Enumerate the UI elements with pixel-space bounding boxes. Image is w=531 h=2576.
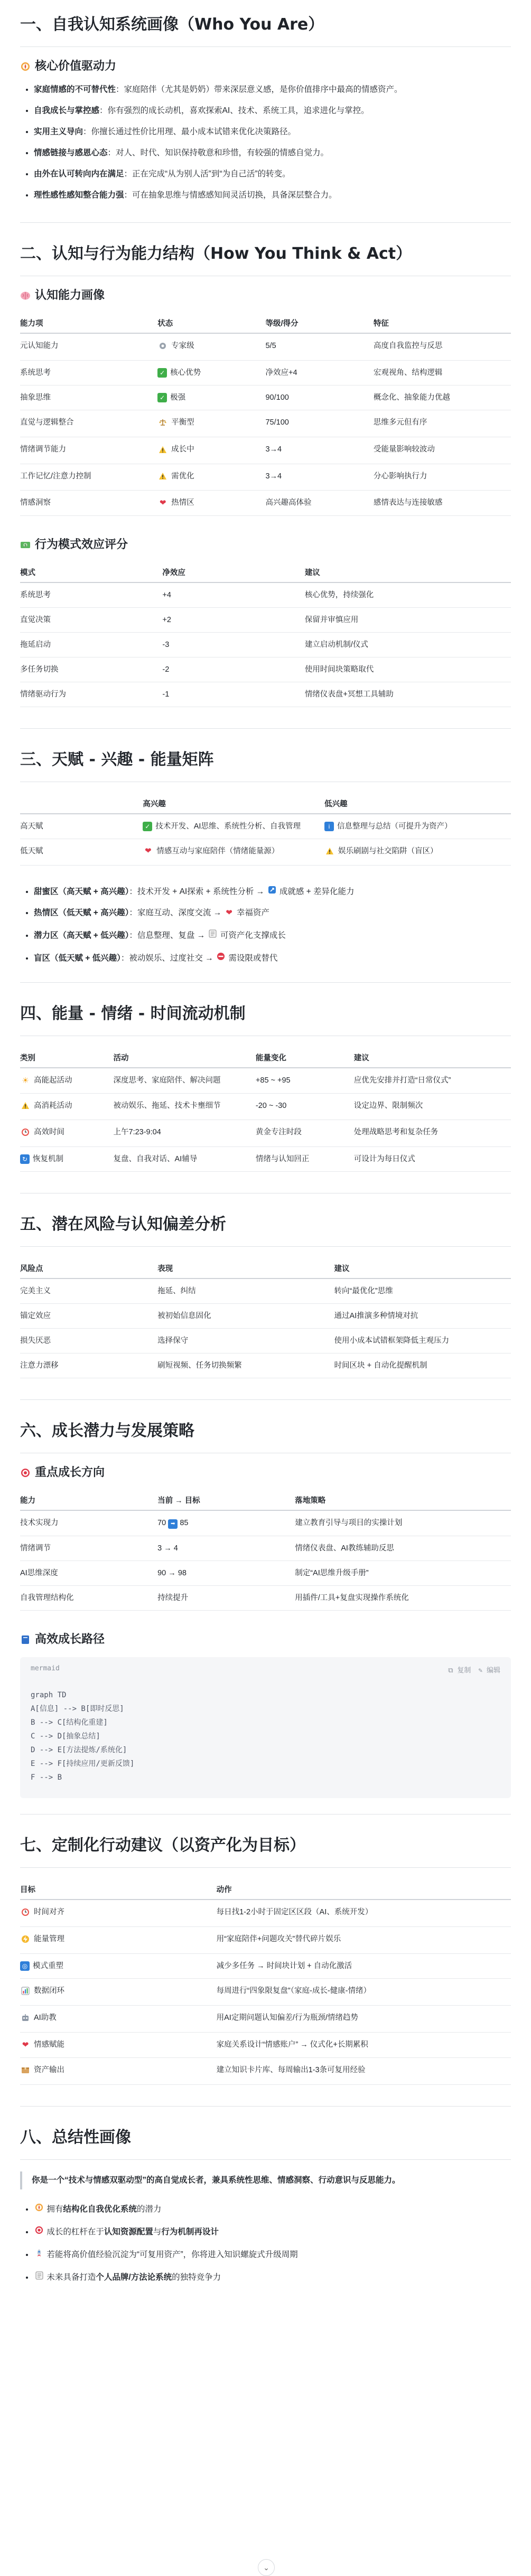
target-icon: ◎ (20, 1961, 30, 1971)
table-row: 拖延启动 -3 建立启动机制/仪式 (20, 632, 511, 657)
table-header-row: 能力 当前 → 目标 落地策略 (20, 1490, 511, 1510)
code-line: graph TD (31, 1691, 67, 1699)
table-row: 资产输出 建立知识卡片库、每周输出1-3条可复用经验 (20, 2057, 511, 2084)
table-header-row: 模式 净效应 建议 (20, 562, 511, 582)
table-row: 高天赋 ✓ 技术开发、AI思维、系统性分析、自我管理 i 信息整理与总结（可提升为资产） (20, 814, 511, 839)
cognitive-table (20, 313, 511, 516)
table-row: 情绪调节能力 成长中 3→4 受能量影响较波动 (20, 437, 511, 464)
list-item: • 若能将高价值经验沉淀为“可复用资产”，你将进入知识螺旋式升级周期 (34, 2248, 511, 2261)
table-header-row: 风险点 表现 建议 (20, 1258, 511, 1278)
growth-table (20, 1490, 511, 1611)
divider (20, 982, 511, 983)
divider (20, 46, 511, 47)
table-row: 元认知能力 专家级 5/5 高度自我监控与反思 (20, 333, 511, 361)
divider (20, 1246, 511, 1247)
clock-icon (20, 1127, 31, 1137)
target-icon (34, 2225, 44, 2235)
svg-text:$: $ (24, 543, 27, 548)
table-row: 情绪调节 3 → 4 情绪仪表盘、AI教练辅助反思 (20, 1536, 511, 1561)
section-title-4: 四、能量 - 情绪 - 时间流动机制 (20, 1004, 246, 1023)
rocket-icon (267, 885, 277, 895)
table-row: 高消耗活动 被动娱乐、拖延、技术卡壅细节 -20 ~ -30 设定边界、限制频次 (20, 1093, 511, 1120)
compass-icon (34, 2202, 44, 2213)
package-icon (20, 2065, 31, 2075)
section-title-2: 二、认知与行为能力结构（How You Think & Act） (20, 245, 412, 263)
code-line: B --> C[结构化重建] (31, 1718, 108, 1727)
list-item: • 家庭情感的不可替代性：家庭陪伴（尤其是奶奶）带来深层意义感，是你价值排序中最高的情感资产。 (34, 84, 511, 96)
subsection-title-core-drivers: 核心价值驱动力 (20, 59, 511, 74)
list-item: • 拥有结构化自我优化系统的潜力 (34, 2202, 511, 2215)
list-item: • 盲区（低天赋 + 低兴趣）：被动娱乐、过度社交 → 需设限或替代 (34, 951, 511, 964)
target-icon (20, 1468, 31, 1478)
divider (20, 728, 511, 729)
table-row: 时间对齐 每日找1-2小时于固定区区段（AI、系统开发） (20, 1900, 511, 1927)
table-row: 损失厌恶 选择保守 使用小成本试错框架降低主观压力 (20, 1329, 511, 1353)
talent-zone-list (20, 885, 511, 964)
check-icon: ✓ (157, 368, 167, 378)
table-row: 注意力漂移 刷短视频、任务切换频繁 时间区块 + 自动化提醒机制 (20, 1353, 511, 1378)
divider (20, 1399, 511, 1400)
info-icon: i (324, 822, 334, 831)
memo-icon (208, 928, 218, 939)
book-icon (20, 1634, 31, 1645)
warning-icon (20, 1101, 31, 1111)
section-title-5: 五、潜在风险与认知偏差分析 (20, 1215, 226, 1234)
code-line: F --> B (31, 1773, 62, 1782)
table-row: 数据闭环 每周进行“四象限复盘”（家庭-成长-健康-情绪） (20, 1979, 511, 2006)
core-drivers-list (20, 84, 511, 201)
sun-icon: ☀ (22, 1076, 29, 1085)
chart-icon (20, 1986, 31, 1996)
memo-icon (34, 2270, 44, 2281)
heart-icon: ❤ (226, 908, 232, 917)
table-row: 直觉决策 +2 保留并审慎应用 (20, 607, 511, 632)
subsection-title-growth-path: 高效成长路径 (20, 1632, 511, 1648)
balance-icon (157, 417, 168, 428)
divider (20, 222, 511, 223)
heart-icon: ❤ (159, 498, 166, 507)
code-line: A[信息] --> B[即时反思] (31, 1705, 124, 1713)
table-row: 锚定效应 被初始信息固化 通过AI推演多种情境对抗 (20, 1304, 511, 1329)
behavior-table (20, 562, 511, 707)
section-title-8: 八、总结性画像 (20, 2128, 131, 2147)
divider (20, 1814, 511, 1815)
heart-icon: ❤ (22, 2040, 29, 2049)
warning-icon (157, 444, 168, 455)
table-row: 高效时间 上午7:23-9:04 黄金专注时段 处理战略思考和复杂任务 (20, 1120, 511, 1147)
talent-matrix-table (20, 794, 511, 866)
table-row: 情感洞察 ❤ 热情区 高兴趣高体验 感情表达与连接敏感 (20, 491, 511, 516)
code-line: D --> E[方法提炼/系统化] (31, 1746, 127, 1754)
table-row: 抽象思维 ✓ 极强 90/100 概念化、抽象能力优越 (20, 386, 511, 410)
code-language-label: mermaid (31, 1665, 60, 1672)
table-row: 多任务切换 -2 使用时间块策略取代 (20, 657, 511, 682)
code-line: C --> D[抽象总结] (31, 1732, 100, 1741)
table-row: 系统思考 ✓ 核心优势 净效应+4 宏观视角、结构逻辑 (20, 361, 511, 386)
risk-table (20, 1258, 511, 1378)
table-row: AI助教 用AI定期问题认知偏差/行为瓶颈/情绪趋势 (20, 2006, 511, 2033)
divider (20, 2106, 511, 2107)
refresh-icon: ↻ (20, 1154, 30, 1164)
table-row: 工作记忆/注意力控制 需优化 3→4 分心影响执行力 (20, 464, 511, 491)
table-row: 完美主义 拖延、纠结 转向“最优化”思维 (20, 1278, 511, 1304)
table-row: ☀ 高能起活动 深度思考、家庭陪伴、解决问题 +85 ~ +95 应优先安排并打造“日常仪式” (20, 1068, 511, 1093)
no-entry-icon (216, 951, 226, 962)
section-title-6: 六、成长潜力与发展策略 (20, 1422, 194, 1440)
rocket-icon (34, 2248, 44, 2258)
brain-icon (20, 290, 31, 301)
energy-table (20, 1048, 511, 1172)
table-row: 技术实现力 70 ➡ 85 建立教育引导与项目的实操计划 (20, 1510, 511, 1536)
table-row: 情绪驱动行为 -1 情绪仪表盘+冥想工具辅助 (20, 682, 511, 707)
gear-icon (157, 341, 168, 351)
action-table (20, 1879, 511, 2085)
dollar-bill-icon (20, 540, 31, 550)
table-header-row: 能力项 状态 等级/得分 特征 (20, 313, 511, 333)
code-block (20, 1657, 511, 1798)
list-item: • 潜力区（高天赋 + 低兴趣）：信息整理、复盘 → 可资产化支撑成长 (34, 928, 511, 942)
code-line: E --> F[持续应用/更新反馈] (31, 1760, 135, 1768)
list-item: • 未来具备打造个人品牌/方法论系统的独特竞争力 (34, 2270, 511, 2283)
table-row: 低天赋 ❤ 情感互动与家庭陪伴（情绪能量源） 娱乐刷剧与社交陷阱（盲区） (20, 839, 511, 866)
section-title-3: 三、天赋 - 兴趣 - 能量矩阵 (20, 750, 214, 769)
subsection-title-behavior-scores: $ 行为模式效应评分 (20, 537, 511, 553)
summary-quote: 你是一个“技术与情感双驱动型”的高自觉成长者，兼具系统性思维、情感洞察、行动意识与反思能力。 (20, 2171, 511, 2189)
check-icon: ✓ (143, 822, 152, 831)
heart-icon: ❤ (144, 847, 152, 855)
table-row: ❤ 情感赋能 家庭关系设计“情感账户” → 仪式化+长期累积 (20, 2033, 511, 2058)
list-item: • 实用主义导向：你擅长通过性价比用理、最小成本试错来优化决策路径。 (34, 126, 511, 138)
robot-icon (20, 2013, 31, 2023)
chevron-down-icon: ⌄ (263, 2563, 269, 2572)
list-item: • 由外在认可转向内在满足：正在完成“从为别人活”到“为自己活”的转变。 (34, 168, 511, 180)
table-row: ◎ 模式重塑 减少多任务 → 时间块计划 + 自动化激活 (20, 1954, 511, 1979)
scroll-down-button[interactable] (258, 2559, 275, 2576)
divider (20, 2159, 511, 2160)
check-icon: ✓ (157, 393, 167, 402)
subsection-title-growth-directions: 重点成长方向 (20, 1465, 511, 1481)
compass-icon (20, 61, 31, 72)
divider (20, 1867, 511, 1868)
list-item: • 自我成长与掌控感：你有强烈的成长动机，喜欢探索AI、技术、系统工具，追求进化与掌控。 (34, 105, 511, 117)
list-item: • 理性感性感知整合能力强：可在抽象思维与情感感知间灵活切换，具备深层整合力。 (34, 190, 511, 201)
table-header-row: 类别 活动 能量变化 建议 (20, 1048, 511, 1068)
section-title-1: 一、自我认知系统画像（Who You Are） (20, 15, 324, 34)
edit-button[interactable]: ✎ 编辑 (478, 1667, 500, 1675)
list-item: • 成长的杠杆在于认知资源配置与行为机制再设计 (34, 2225, 511, 2238)
table-header-row: 高兴趣 低兴趣 (20, 794, 511, 814)
table-row: 能量管理 用“家庭陪伴+问题攻关”替代碎片娱乐 (20, 1927, 511, 1954)
table-header-row: 目标 动作 (20, 1879, 511, 1900)
table-row: ↻ 恢复机制 复盘、自我对话、AI辅导 情绪与认知回正 可设计为每日仪式 (20, 1147, 511, 1172)
list-item: • 热情区（低天赋 + 高兴趣）：家庭互动、深度交流 → ❤ 幸福资产 (34, 907, 511, 919)
list-item: • 甜蜜区（高天赋 + 高兴趣）：技术开发 + AI探索 + 系统性分析 → 成就感 + 差异化能力 (34, 885, 511, 898)
list-item: • 情感链接与感恩心态：对人、时代、知识保持敬意和珍惜，有较强的情感自觉力。 (34, 147, 511, 159)
section-title-7: 七、定制化行动建议（以资产化为目标） (20, 1836, 305, 1855)
table-row: 系统思考 +4 核心优势，持续强化 (20, 582, 511, 608)
table-row: 自我管理结构化 持续提升 用插件/工具+复盘实现操作系统化 (20, 1586, 511, 1611)
table-row: 直觉与逻辑整合 平衡型 75/100 思维多元但有序 (20, 410, 511, 437)
table-row: AI思维深度 90 → 98 制定“AI思维升级手册” (20, 1561, 511, 1586)
copy-button[interactable]: ⧉ 复制 (448, 1667, 471, 1675)
warning-icon (157, 471, 168, 482)
subsection-title-cognitive-profile: 认知能力画像 (20, 288, 511, 304)
clock-icon (20, 1907, 31, 1917)
arrow-right-icon: ➡ (168, 1519, 178, 1529)
energy-icon (20, 1934, 31, 1944)
warning-icon (324, 846, 335, 857)
summary-list (20, 2202, 511, 2283)
